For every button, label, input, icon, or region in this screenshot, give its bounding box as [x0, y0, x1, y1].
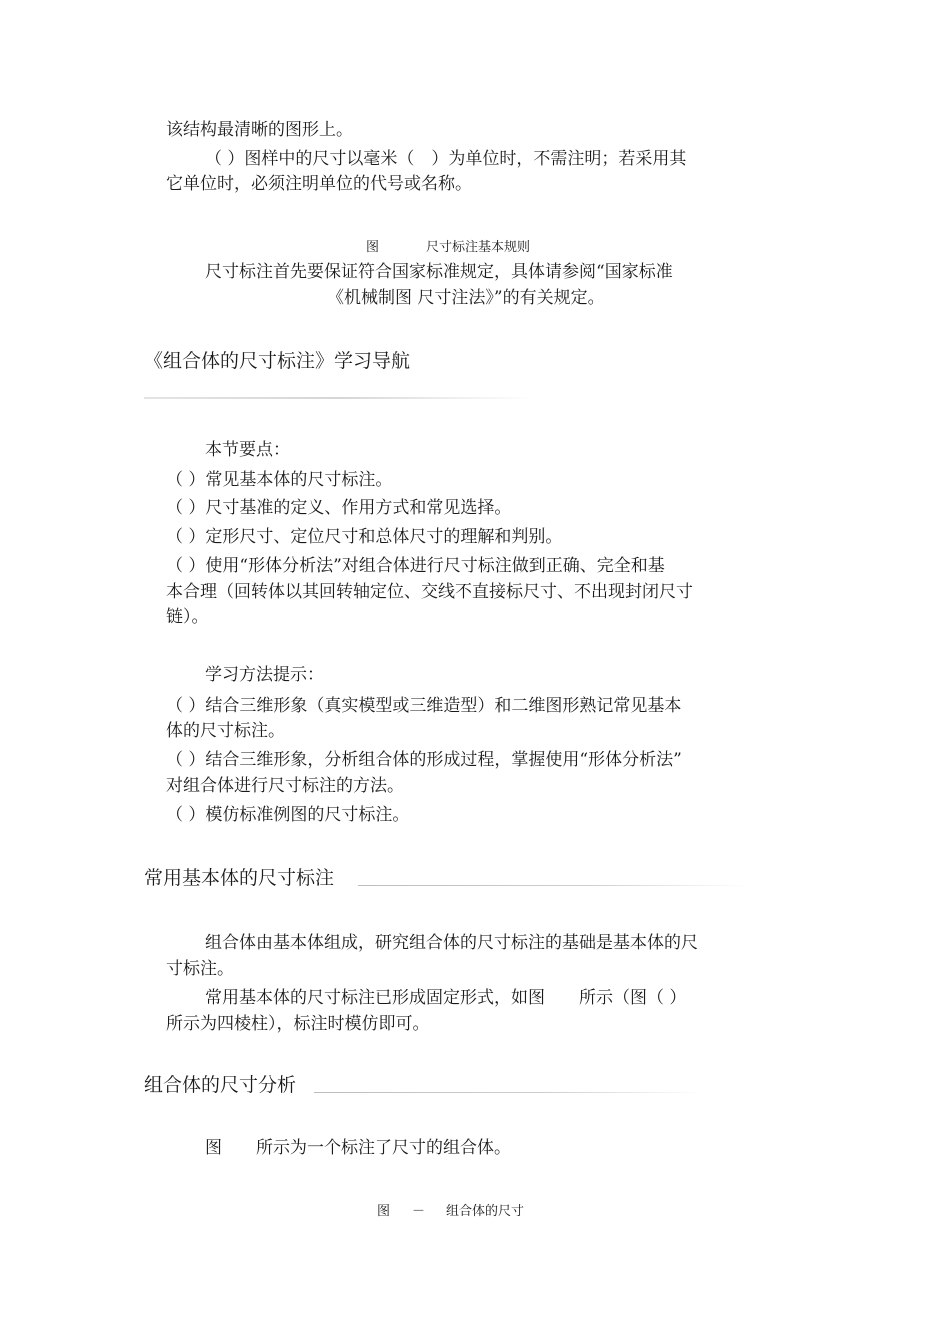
section-heading: 常用基本体的尺寸标注: [144, 867, 335, 889]
figure-label: 图: [377, 1204, 391, 1219]
list-item: 体的尺寸标注。: [166, 721, 285, 741]
figure-caption: 组合体的尺寸: [446, 1204, 525, 1219]
list-item: （ ）模仿标准例图的尺寸标注。: [166, 805, 410, 825]
body-text-line: 寸标注。: [166, 959, 234, 979]
figure-label: 图: [366, 240, 380, 255]
body-text-line: 它单位时，必须注明单位的代号或名称。: [166, 174, 472, 194]
list-item: （ ）结合三维形象，分析组合体的形成过程，掌握使用“形体分析法”: [166, 750, 682, 770]
body-text-line: 该结构最清晰的图形上。: [166, 120, 353, 140]
list-item: （ ）常见基本体的尺寸标注。: [166, 470, 393, 490]
section-heading: 组合体的尺寸分析: [144, 1074, 297, 1096]
body-text-line: （ ）图样中的尺寸以毫米（ ）为单位时，不需注明；若采用其: [205, 149, 687, 169]
body-text-line: 常用基本体的尺寸标注已形成固定形式，如图 所示（图（ ）: [205, 988, 687, 1008]
list-item: （ ）尺寸基准的定义、作用方式和常见选择。: [166, 498, 512, 518]
list-item: 本合理（回转体以其回转轴定位、交线不直接标尺寸、不出现封闭尺寸: [166, 582, 693, 602]
list-item: 对组合体进行尺寸标注的方法。: [166, 776, 404, 796]
body-text-line: 组合体由基本体组成，研究组合体的尺寸标注的基础是基本体的尺: [205, 933, 698, 953]
body-text-line: 尺寸标注首先要保证符合国家标准规定，具体请参阅“国家标准: [205, 262, 673, 282]
figure-dash: －: [412, 1204, 426, 1219]
list-item: （ ）结合三维形象（真实模型或三维造型）和二维图形熟记常见基本: [166, 696, 682, 716]
body-text-line: 所示为四棱柱），标注时模仿即可。: [166, 1014, 430, 1034]
section-divider: [358, 885, 748, 886]
list-item: 链）。: [166, 607, 209, 627]
body-text-line: 《机械制图 尺寸注法》”的有关规定。: [327, 288, 605, 308]
subheading: 本节要点：: [205, 440, 290, 460]
subheading: 学习方法提示：: [205, 665, 324, 685]
body-text-line: 图 所示为一个标注了尺寸的组合体。: [205, 1138, 511, 1158]
section-heading: 《组合体的尺寸标注》学习导航: [144, 350, 411, 372]
section-divider: [144, 397, 534, 399]
list-item: （ ）定形尺寸、定位尺寸和总体尺寸的理解和判别。: [166, 527, 563, 547]
figure-caption: 尺寸标注基本规则: [426, 240, 531, 255]
section-divider: [314, 1092, 704, 1093]
list-item: （ ）使用“形体分析法”对组合体进行尺寸标注做到正确、完全和基: [166, 556, 665, 576]
